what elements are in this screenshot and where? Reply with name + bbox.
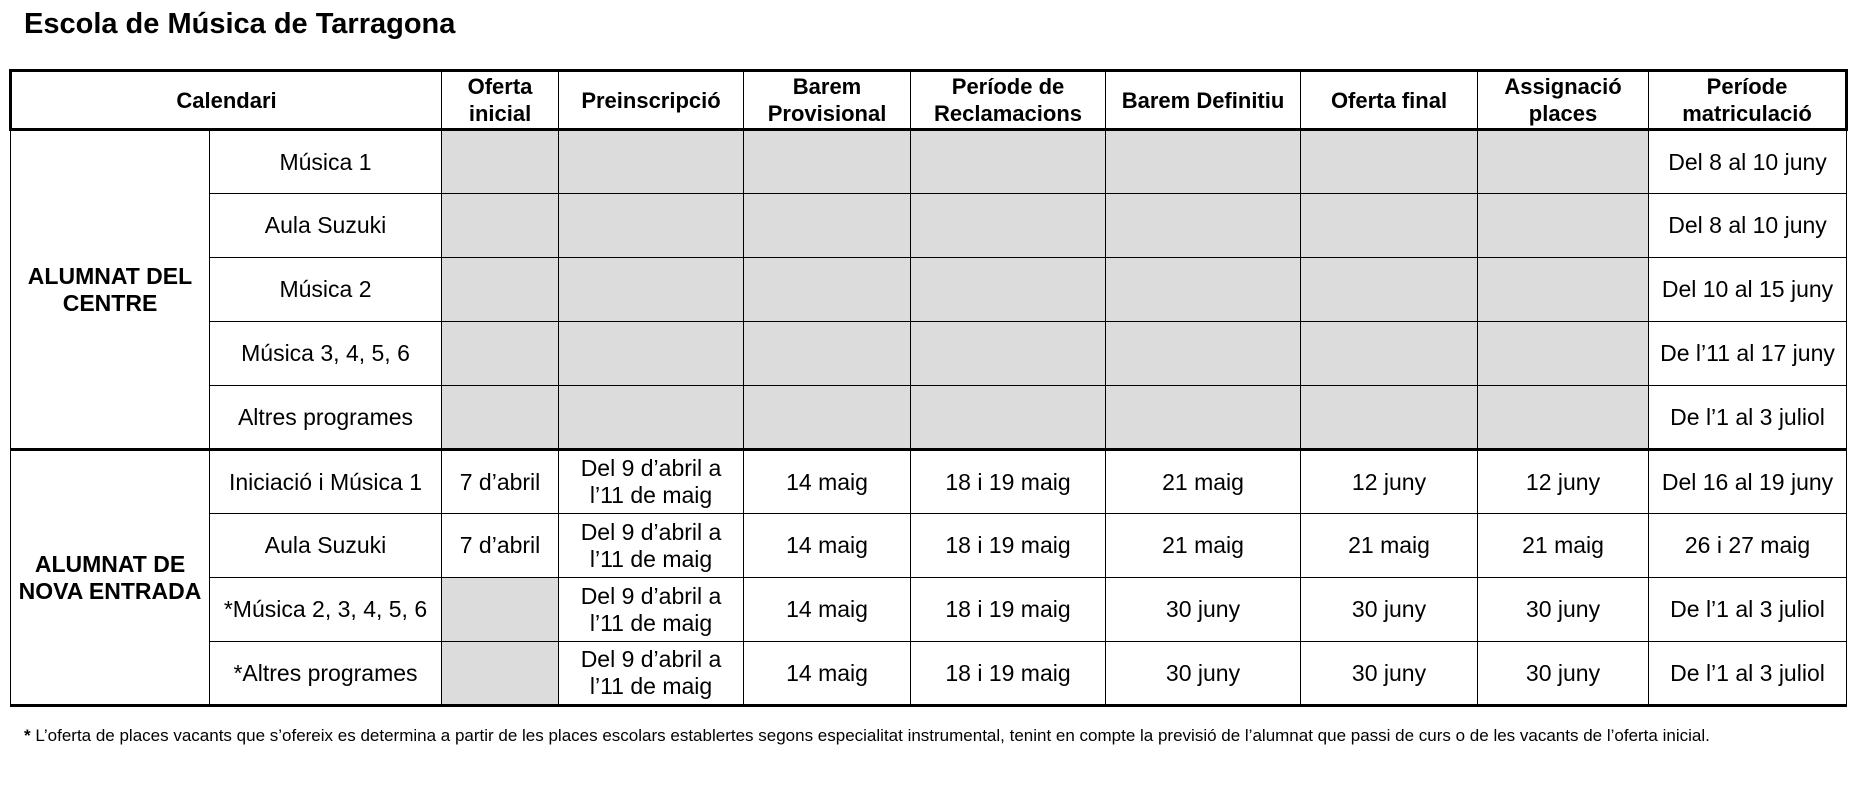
program-cell: Iniciació i Música 1 [210,450,442,514]
column-header [911,71,1106,130]
date-cell: De l’1 al 3 juliol [1649,386,1847,450]
empty-cell [744,130,911,194]
column-header [1478,71,1649,130]
table-header [11,71,1847,130]
empty-cell [1301,386,1478,450]
date-cell: 21 maig [1106,450,1301,514]
column-header-line: Assignació [1504,74,1622,99]
empty-cell [911,258,1106,322]
date-cell: 7 d’abril [442,450,559,514]
table-row [11,642,1847,706]
column-header-line: Període [1706,74,1788,99]
program-cell: Música 1 [210,130,442,194]
empty-cell [559,194,744,258]
date-cell: De l’11 al 17 juny [1649,322,1847,386]
empty-cell [911,130,1106,194]
page-title: Escola de Música de Tarragona [24,8,456,40]
column-header [744,71,911,130]
date-cell: 30 juny [1301,642,1478,706]
column-header-line: Període de [951,74,1065,99]
empty-cell [442,386,559,450]
empty-cell [1106,386,1301,450]
empty-cell [559,130,744,194]
empty-cell [1301,322,1478,386]
column-header-line: places [1528,101,1598,126]
program-cell: Aula Suzuki [210,194,442,258]
empty-cell [1478,130,1649,194]
empty-cell [442,194,559,258]
date-cell: De l’1 al 3 juliol [1649,578,1847,642]
empty-cell [1106,130,1301,194]
date-cell: 12 juny [1301,450,1478,514]
program-cell: Música 3, 4, 5, 6 [210,322,442,386]
empty-cell [911,194,1106,258]
empty-cell [442,578,559,642]
date-cell: Del 8 al 10 juny [1649,130,1847,194]
empty-cell [1301,258,1478,322]
empty-cell [1106,258,1301,322]
table-row [11,194,1847,258]
empty-cell [1478,194,1649,258]
column-header-line: Reclamacions [934,101,1082,126]
column-header-line: Barem [792,74,862,99]
empty-cell [1106,194,1301,258]
table-row [11,450,1847,514]
empty-cell [1301,194,1478,258]
date-cell: 30 juny [1478,578,1649,642]
empty-cell [559,386,744,450]
column-header-line: inicial [468,101,532,126]
date-cell: Del 16 al 19 juny [1649,450,1847,514]
column-header-line: Preinscripció [581,87,721,113]
date-cell: Del 8 al 10 juny [1649,194,1847,258]
date-cell: 14 maig [744,642,911,706]
column-header [1301,71,1478,130]
program-cell: Música 2 [210,258,442,322]
column-header-line: Oferta [467,74,533,99]
date-cell: Del 9 d’abril a l’11 de maig [559,642,744,706]
date-cell: 18 i 19 maig [911,514,1106,578]
date-cell: 21 maig [1301,514,1478,578]
program-cell: Altres programes [210,386,442,450]
column-header [1649,71,1847,130]
empty-cell [744,386,911,450]
table-row [11,258,1847,322]
date-cell: Del 10 al 15 juny [1649,258,1847,322]
program-cell: *Altres programes [210,642,442,706]
header-row [11,71,1847,130]
empty-cell [1478,386,1649,450]
date-cell: 18 i 19 maig [911,578,1106,642]
group-label-line: NOVA ENTRADA [18,577,202,604]
date-cell: Del 9 d’abril a l’11 de maig [559,514,744,578]
empty-cell [911,322,1106,386]
column-header [442,71,559,130]
group-label [11,450,210,706]
empty-cell [1478,258,1649,322]
footnote [24,725,1834,746]
empty-cell [559,258,744,322]
date-cell: 12 juny [1478,450,1649,514]
date-cell: 26 i 27 maig [1649,514,1847,578]
empty-cell [442,642,559,706]
table-row [11,514,1847,578]
date-cell: 14 maig [744,450,911,514]
date-cell: 21 maig [1478,514,1649,578]
footnote-text: L’oferta de places vacants que s’ofereix es determina a partir de les places escolars establertes segons especialitat instrumental, tenint en compte la previsió de l’alumnat que passi de curs o de les vacants de l’oferta inicial. [35,726,1710,745]
group-label-line: CENTRE [62,289,158,316]
column-header [559,71,744,130]
table-row [11,578,1847,642]
group-label-line: ALUMNAT DE [34,550,186,577]
date-cell: Del 9 d’abril a l’11 de maig [559,578,744,642]
empty-cell [1106,322,1301,386]
program-cell: *Música 2, 3, 4, 5, 6 [210,578,442,642]
column-header [1106,71,1301,130]
table-row [11,386,1847,450]
group-label-line: ALUMNAT DEL [27,262,193,289]
date-cell: 30 juny [1106,642,1301,706]
empty-cell [744,194,911,258]
empty-cell [911,386,1106,450]
date-cell: 18 i 19 maig [911,642,1106,706]
date-cell: 30 juny [1106,578,1301,642]
date-cell: 21 maig [1106,514,1301,578]
table-body [11,130,1847,706]
empty-cell [744,322,911,386]
date-cell: 18 i 19 maig [911,450,1106,514]
date-cell: De l’1 al 3 juliol [1649,642,1847,706]
group-label [11,130,210,450]
footnote-mark: * [24,726,31,745]
table-row [11,130,1847,194]
empty-cell [559,322,744,386]
calendar-header: Calendari [11,71,442,130]
calendar-table [9,69,1848,707]
date-cell: 30 juny [1301,578,1478,642]
date-cell: Del 9 d’abril a l’11 de maig [559,450,744,514]
empty-cell [442,258,559,322]
column-header-line: Oferta final [1330,87,1448,113]
table-row [11,322,1847,386]
date-cell: 14 maig [744,514,911,578]
column-header-line: Barem Definitiu [1121,87,1285,113]
program-cell: Aula Suzuki [210,514,442,578]
date-cell: 7 d’abril [442,514,559,578]
empty-cell [442,322,559,386]
empty-cell [442,130,559,194]
empty-cell [744,258,911,322]
empty-cell [1478,322,1649,386]
date-cell: 30 juny [1478,642,1649,706]
column-header-line: Provisional [767,101,887,126]
column-header-line: matriculació [1682,101,1812,126]
date-cell: 14 maig [744,578,911,642]
empty-cell [1301,130,1478,194]
